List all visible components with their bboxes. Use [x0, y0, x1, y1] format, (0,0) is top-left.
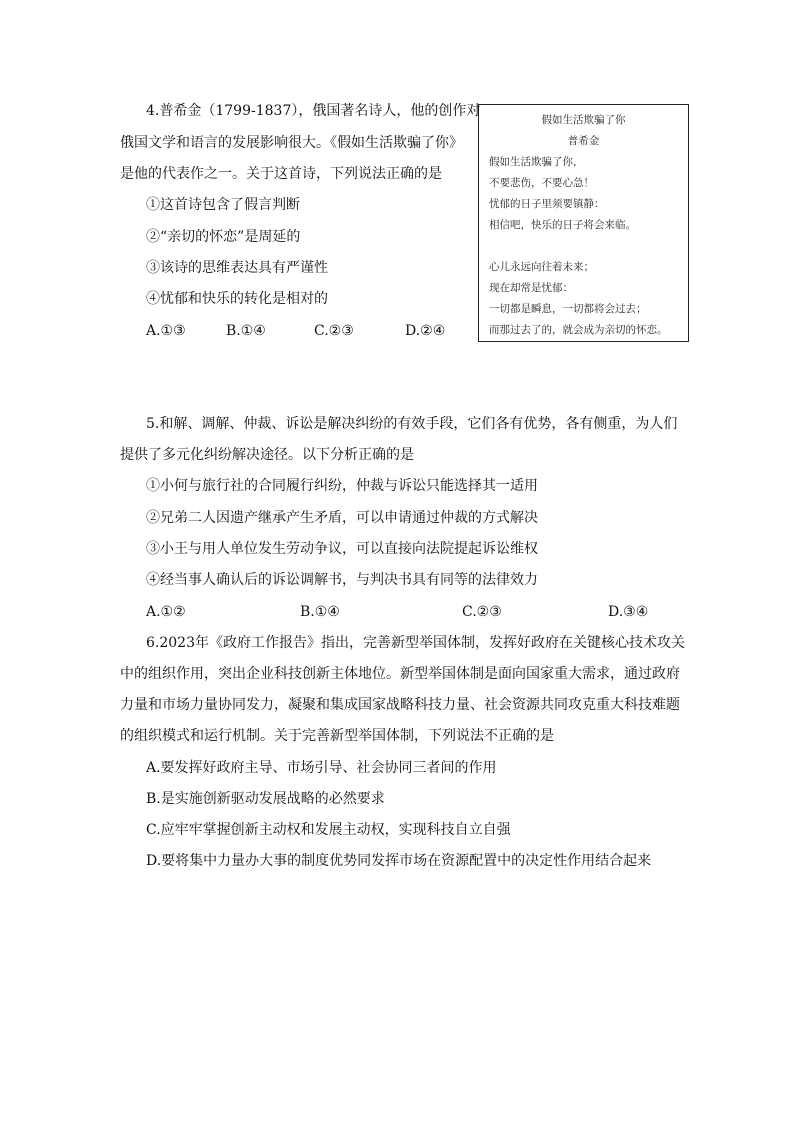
q5-choice-c: C.②③	[462, 604, 502, 620]
q4-item-3: ③该诗的思维表达具有严谨性	[146, 260, 328, 276]
q4-item-4: ④忧郁和快乐的转化是相对的	[146, 291, 328, 307]
poem-box	[478, 104, 689, 342]
poem-line: 而那过去了的，就会成为亲切的怀恋。	[489, 324, 668, 336]
q5-choice-d: D.③④	[608, 604, 649, 620]
q4-choice-b: B.①④	[226, 323, 266, 339]
q5-item-4: ④经当事人确认后的诉讼调解书，与判决书具有同等的法律效力	[146, 572, 538, 588]
q6-stem-line-2: 中的组织作用，突出企业科技创新主体地位。新型举国体制是面向国家重大需求，通过政府	[120, 666, 680, 682]
q6-option-d: D.要将集中力量办大事的制度优势同发挥市场在资源配置中的决定性作用结合起来	[146, 853, 652, 869]
q6-option-c: C.应牢牢掌握创新主动权和发展主动权，实现科技自立自强	[146, 822, 511, 838]
q5-item-1: ①小何与旅行社的合同履行纠纷，仲裁与诉讼只能选择其一适用	[146, 478, 538, 494]
q6-option-b: B.是实施创新驱动发展战略的必然要求	[146, 791, 385, 807]
q6-stem-line-4: 的组织模式和运行机制。关于完善新型举国体制，下列说法不正确的是	[120, 728, 554, 744]
q4-item-2: ②“亲切的怀恋”是周延的	[146, 229, 301, 245]
poem-title: 假如生活欺骗了你	[541, 114, 626, 126]
q5-item-3: ③小王与用人单位发生劳动争议，可以直接向法院提起诉讼维权	[146, 541, 538, 557]
q5-item-2: ②兄弟二人因遗产继承产生矛盾，可以申请通过仲裁的方式解决	[146, 510, 538, 526]
q6-stem-line-3: 力量和市场力量协同发力，凝聚和集成国家战略科技力量、社会资源共同攻克重大科技难题	[120, 697, 680, 713]
q4-stem-line-2: 俄国文学和语言的发展影响很大。《假如生活欺骗了你》	[120, 135, 463, 151]
q5-stem-line-1: 5.和解、调解、仲裁、诉讼是解决纠纷的有效手段，它们各有优势，各有侧重，为人们	[146, 416, 678, 432]
q6-stem-line-1: 6.2023年《政府工作报告》指出，完善新型举国体制，发挥好政府在关键核心技术攻关	[146, 635, 685, 651]
poem-line: 忧郁的日子里须要镇静：	[489, 198, 605, 210]
q4-stem-line-3: 是他的代表作之一。关于这首诗，下列说法正确的是	[120, 166, 442, 182]
poem-line: 相信吧，快乐的日子将会来临。	[489, 219, 636, 231]
q5-stem-line-2: 提供了多元化纠纷解决途径。以下分析正确的是	[120, 447, 414, 463]
q5-choice-b: B.①④	[300, 604, 340, 620]
poem-line: 不要悲伤，不要心急！	[489, 177, 594, 189]
q4-choice-c: C.②③	[314, 323, 354, 339]
q4-item-1: ①这首诗包含了假言判断	[146, 197, 300, 213]
poem-author: 普希金	[567, 135, 600, 147]
q4-stem-line-1: 4.普希金（1799-1837），俄国著名诗人，他的创作对	[146, 103, 481, 119]
poem-line: 心儿永远向往着未来；	[489, 261, 594, 273]
poem-line: 一切都是瞬息，一切都将会过去；	[489, 303, 647, 315]
q5-choice-a: A.①②	[146, 604, 186, 620]
q4-choice-a: A.①③	[146, 323, 186, 339]
q6-option-a: A.要发挥好政府主导、市场引导、社会协同三者间的作用	[146, 760, 497, 776]
poem-line: 假如生活欺骗了你，	[489, 156, 584, 168]
q4-choice-d: D.②④	[405, 323, 446, 339]
poem-line: 现在却常是忧郁：	[489, 282, 573, 294]
